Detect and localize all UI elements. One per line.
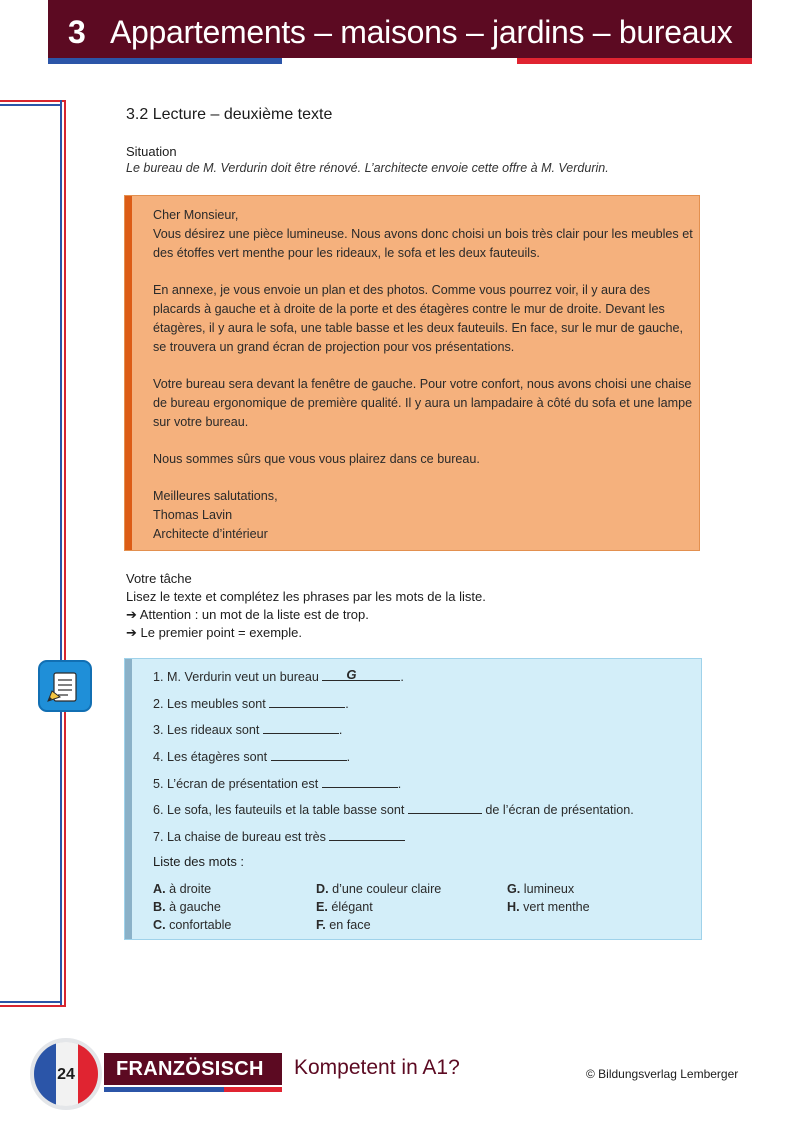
letter-box	[124, 195, 700, 551]
header-stripe-red	[517, 58, 752, 64]
answer-blank[interactable]	[322, 667, 400, 681]
frame-top-blue	[0, 104, 60, 106]
task-block	[126, 570, 486, 642]
footer-stripe-blue	[104, 1087, 224, 1092]
word-item: B. à gauche	[153, 900, 221, 914]
word-list-title: Liste des mots :	[153, 854, 245, 869]
exercise-item: 1. M. Verdurin veut un bureau G .	[153, 667, 404, 684]
exercise-item: 2. Les meubles sont .	[153, 694, 634, 721]
frame-bottom-red	[0, 1005, 66, 1007]
word-item: F. en face	[316, 918, 371, 932]
task-label: Votre tâche	[126, 571, 192, 586]
letter-closing: Meilleures salutations,	[153, 489, 278, 503]
exercise-accent-bar	[125, 659, 132, 939]
exercise-item: 4. Les étagères sont .	[153, 747, 634, 774]
letter-paragraph: Vous désirez une pièce lumineuse. Nous avons donc choisi un bois très clair pour les meubles et des étoffes vert menthe pour les rideaux, le sofa et les deux fauteuils.	[153, 227, 693, 260]
task-instruction: Lisez le texte et complétez les phrases par les mots de la liste.	[126, 589, 486, 604]
header-stripe-blue	[48, 58, 282, 64]
answer-blank[interactable]	[271, 747, 347, 761]
exercise-box	[124, 658, 702, 940]
word-item: G. lumineux	[507, 882, 575, 896]
chapter-title: Appartements – maisons – jardins – bureaux	[110, 14, 733, 50]
answer-blank[interactable]	[329, 827, 405, 841]
exercise-item: 5. L’écran de présentation est .	[153, 774, 634, 801]
section-title: 3.2 Lecture – deuxième texte	[126, 106, 333, 123]
word-column	[153, 880, 231, 934]
answer-blank[interactable]	[269, 694, 345, 708]
exercise-item: 6. Le sofa, les fauteuils et la table basse sont de l’écran de présentation.	[153, 800, 634, 827]
task-note-attention: ➔ Attention : un mot de la liste est de trop.	[126, 607, 369, 622]
exercise-item: 7. La chaise de bureau est très	[153, 827, 634, 854]
copyright: © Bildungsverlag Lemberger	[586, 1067, 739, 1081]
footer-stripe-red	[224, 1087, 282, 1092]
letter-signature-name: Thomas Lavin	[153, 508, 233, 522]
word-item: C. confortable	[153, 918, 232, 932]
answer-blank[interactable]	[408, 800, 482, 814]
frame-bottom-blue	[0, 1001, 60, 1003]
answer-blank[interactable]	[322, 774, 398, 788]
word-item: A. à droite	[153, 882, 212, 896]
exercise-item: 3. Les rideaux sont .	[153, 720, 634, 747]
situation-text: Le bureau de M. Verdurin doit être rénové. L’architecte envoie cette offre à M. Verdurin.	[126, 161, 609, 175]
letter-paragraph: Votre bureau sera devant la fenêtre de gauche. Pour votre confort, nous avons choisi une chaise de bureau ergonomique de première qualité. Il y aura un lampadaire à côté du sofa et une lampe sur votre bureau.	[153, 377, 693, 429]
letter-body	[153, 206, 693, 544]
exercise-items	[153, 667, 634, 854]
worksheet-pencil-icon	[38, 660, 92, 712]
series-title: Kompetent in A1?	[294, 1056, 460, 1079]
frame-line-blue	[60, 100, 62, 1007]
letter-accent-bar	[125, 196, 132, 550]
word-column	[316, 880, 441, 934]
letter-paragraph: En annexe, je vous envoie un plan et des photos. Comme vous pourrez voir, il y aura des placards à gauche et à droite de la porte et des étagères contre le mur de droite. Devant les étagères, il y aura le sofa, une table basse et les deux fauteuils. En face, sur le mur de gauche, se trouvera un grand écran de projection pour vos présentations.	[153, 283, 683, 354]
chapter-number: 3	[68, 14, 86, 50]
frame-line-red	[64, 100, 66, 1007]
letter-greeting: Cher Monsieur,	[153, 208, 239, 222]
subject-label: FRANZÖSISCH	[116, 1058, 264, 1080]
page-number: 24	[57, 1066, 75, 1083]
letter-signature-role: Architecte d’intérieur	[153, 527, 268, 541]
subject-label-box	[104, 1053, 282, 1085]
task-note-example: ➔ Le premier point = exemple.	[126, 625, 303, 640]
word-column	[507, 880, 590, 916]
page-badge	[30, 1038, 102, 1110]
word-item: E. élégant	[316, 900, 373, 914]
letter-paragraph: Nous sommes sûrs que vous vous plairez dans ce bureau.	[153, 452, 480, 466]
chapter-header	[48, 0, 752, 58]
situation-label: Situation	[126, 144, 177, 159]
answer-blank[interactable]	[263, 720, 339, 734]
word-item: D. d’une couleur claire	[316, 882, 442, 896]
frame-top-red	[0, 100, 66, 102]
word-item: H. vert menthe	[507, 900, 590, 914]
example-answer: G	[346, 667, 357, 682]
